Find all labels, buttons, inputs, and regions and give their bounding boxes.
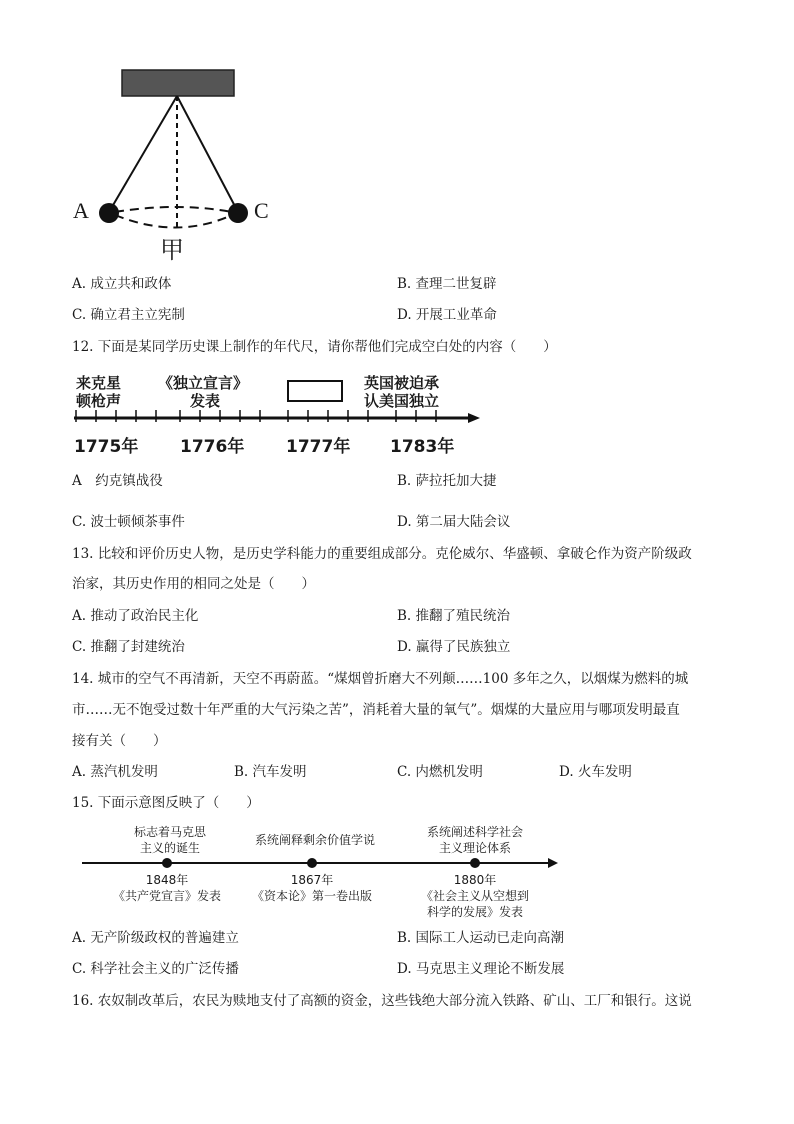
q14-stem-line1: 14. 城市的空气不再清新，天空不再蔚蓝。“煤烟曾折磨大不列颠……100 多年之久，以烟煤为燃料的城 bbox=[72, 671, 689, 687]
q12-year-1775: 1775年 bbox=[74, 437, 139, 457]
q14-option-b: B. 汽车发明 bbox=[234, 764, 307, 780]
q15-option-d: D. 马克思主义理论不断发展 bbox=[397, 961, 565, 977]
q12-event-4-line2: 认美国独立 bbox=[364, 392, 440, 410]
q15-top-1-line2: 主义的诞生 bbox=[139, 841, 200, 855]
q13-stem-line2: 治家，其历史作用的相同之处是（ ） bbox=[72, 576, 315, 592]
q11-option-a: A. 成立共和政体 bbox=[72, 276, 172, 292]
q12-option-a: A 约克镇战役 bbox=[72, 473, 163, 489]
q12-event-2-line1: 《独立宣言》 bbox=[158, 374, 249, 392]
q15-year-1880: 1880年 bbox=[453, 873, 497, 887]
q12-event-1-line2: 顿枪声 bbox=[76, 392, 122, 410]
q12-blank-box bbox=[287, 380, 343, 402]
q12-timeline bbox=[72, 368, 482, 458]
q12-event-4-line1: 英国被迫承 bbox=[364, 374, 440, 392]
q15-top-3-line1: 系统阐述科学社会 bbox=[426, 825, 523, 839]
q16-stem: 16. 农奴制改革后，农民为赎地支付了高额的资金，这些钱绝大部分流入铁路、矿山、工厂和银行。这说 bbox=[72, 993, 692, 1009]
q12-event-2-line2: 发表 bbox=[190, 392, 221, 410]
q15-top-2-line1: 系统阐释剩余价值学说 bbox=[254, 833, 375, 847]
q14-stem-line3: 接有关（ ） bbox=[72, 733, 167, 749]
q15-top-1-line1: 标志着马克思 bbox=[133, 825, 206, 839]
q13-option-a: A. 推动了政治民主化 bbox=[72, 608, 199, 624]
q14-option-d: D. 火车发明 bbox=[559, 764, 632, 780]
q15-bottom-2-line1: 《资本论》第一卷出版 bbox=[251, 889, 372, 903]
q12-event-1-line1: 来克星 bbox=[76, 374, 122, 392]
pendulum-label-c: C bbox=[254, 198, 269, 223]
q15-bottom-3-line1: 《社会主义从空想到 bbox=[420, 889, 529, 903]
q12-option-b: B. 萨拉托加大捷 bbox=[397, 473, 497, 489]
pendulum-ball-a bbox=[99, 203, 119, 223]
q13-option-c: C. 推翻了封建统治 bbox=[72, 639, 185, 655]
q15-point-1880 bbox=[470, 858, 480, 868]
q15-option-a: A. 无产阶级政权的普遍建立 bbox=[72, 930, 239, 946]
q15-top-3-line2: 主义理论体系 bbox=[438, 841, 511, 855]
q12-timeline-axis bbox=[72, 408, 482, 432]
pendulum-label-a: A bbox=[73, 198, 89, 223]
q13-option-d: D. 赢得了民族独立 bbox=[397, 639, 511, 655]
q13-stem-line1: 13. 比较和评价历史人物，是历史学科能力的重要组成部分。克伦威尔、华盛顿、拿破仑作为资产阶级政 bbox=[72, 546, 692, 562]
q15-year-1867: 1867年 bbox=[290, 873, 334, 887]
pendulum-string-right bbox=[177, 96, 238, 212]
q15-option-c: C. 科学社会主义的广泛传播 bbox=[72, 961, 239, 977]
q15-point-1848 bbox=[162, 858, 172, 868]
q12-option-d: D. 第二届大陆会议 bbox=[397, 514, 511, 530]
q12-year-1783: 1783年 bbox=[390, 437, 455, 457]
q15-timeline bbox=[80, 822, 560, 924]
q15-bottom-1-line1: 《共产党宣言》发表 bbox=[112, 889, 221, 903]
q15-option-b: B. 国际工人运动已走向高潮 bbox=[397, 930, 565, 946]
pendulum-ceiling bbox=[122, 70, 234, 96]
q11-option-c: C. 确立君主立宪制 bbox=[72, 307, 185, 323]
q14-option-a: A. 蒸汽机发明 bbox=[72, 764, 158, 780]
q12-option-c: C. 波士顿倾茶事件 bbox=[72, 514, 185, 530]
q15-year-1848: 1848年 bbox=[145, 873, 189, 887]
q15-point-1867 bbox=[307, 858, 317, 868]
q13-option-b: B. 推翻了殖民统治 bbox=[397, 608, 511, 624]
pendulum-string-left bbox=[109, 96, 177, 212]
pendulum-arc-upper bbox=[115, 207, 232, 212]
pendulum-arc-lower bbox=[115, 215, 232, 228]
q15-timeline-axis bbox=[80, 856, 560, 870]
pendulum-label-center: 甲 bbox=[160, 236, 184, 264]
q11-option-d: D. 开展工业革命 bbox=[397, 307, 497, 323]
q15-bottom-3-line2: 科学的发展》发表 bbox=[426, 905, 523, 919]
q15-stem: 15. 下面示意图反映了（ ） bbox=[72, 795, 260, 811]
q12-year-1777: 1777年 bbox=[286, 437, 351, 457]
pendulum-ball-c bbox=[228, 203, 248, 223]
q12-year-1776: 1776年 bbox=[180, 437, 245, 457]
q12-stem: 12. 下面是某同学历史课上制作的年代尺，请你帮他们完成空白处的内容（ ） bbox=[72, 339, 557, 355]
q14-option-c: C. 内燃机发明 bbox=[397, 764, 483, 780]
q14-stem-line2: 市……无不饱受过数十年严重的大气污染之苦”，消耗着大量的氧气”。烟煤的大量应用与哪项发明最直 bbox=[72, 702, 680, 718]
q11-option-b: B. 查理二世复辟 bbox=[397, 276, 497, 292]
